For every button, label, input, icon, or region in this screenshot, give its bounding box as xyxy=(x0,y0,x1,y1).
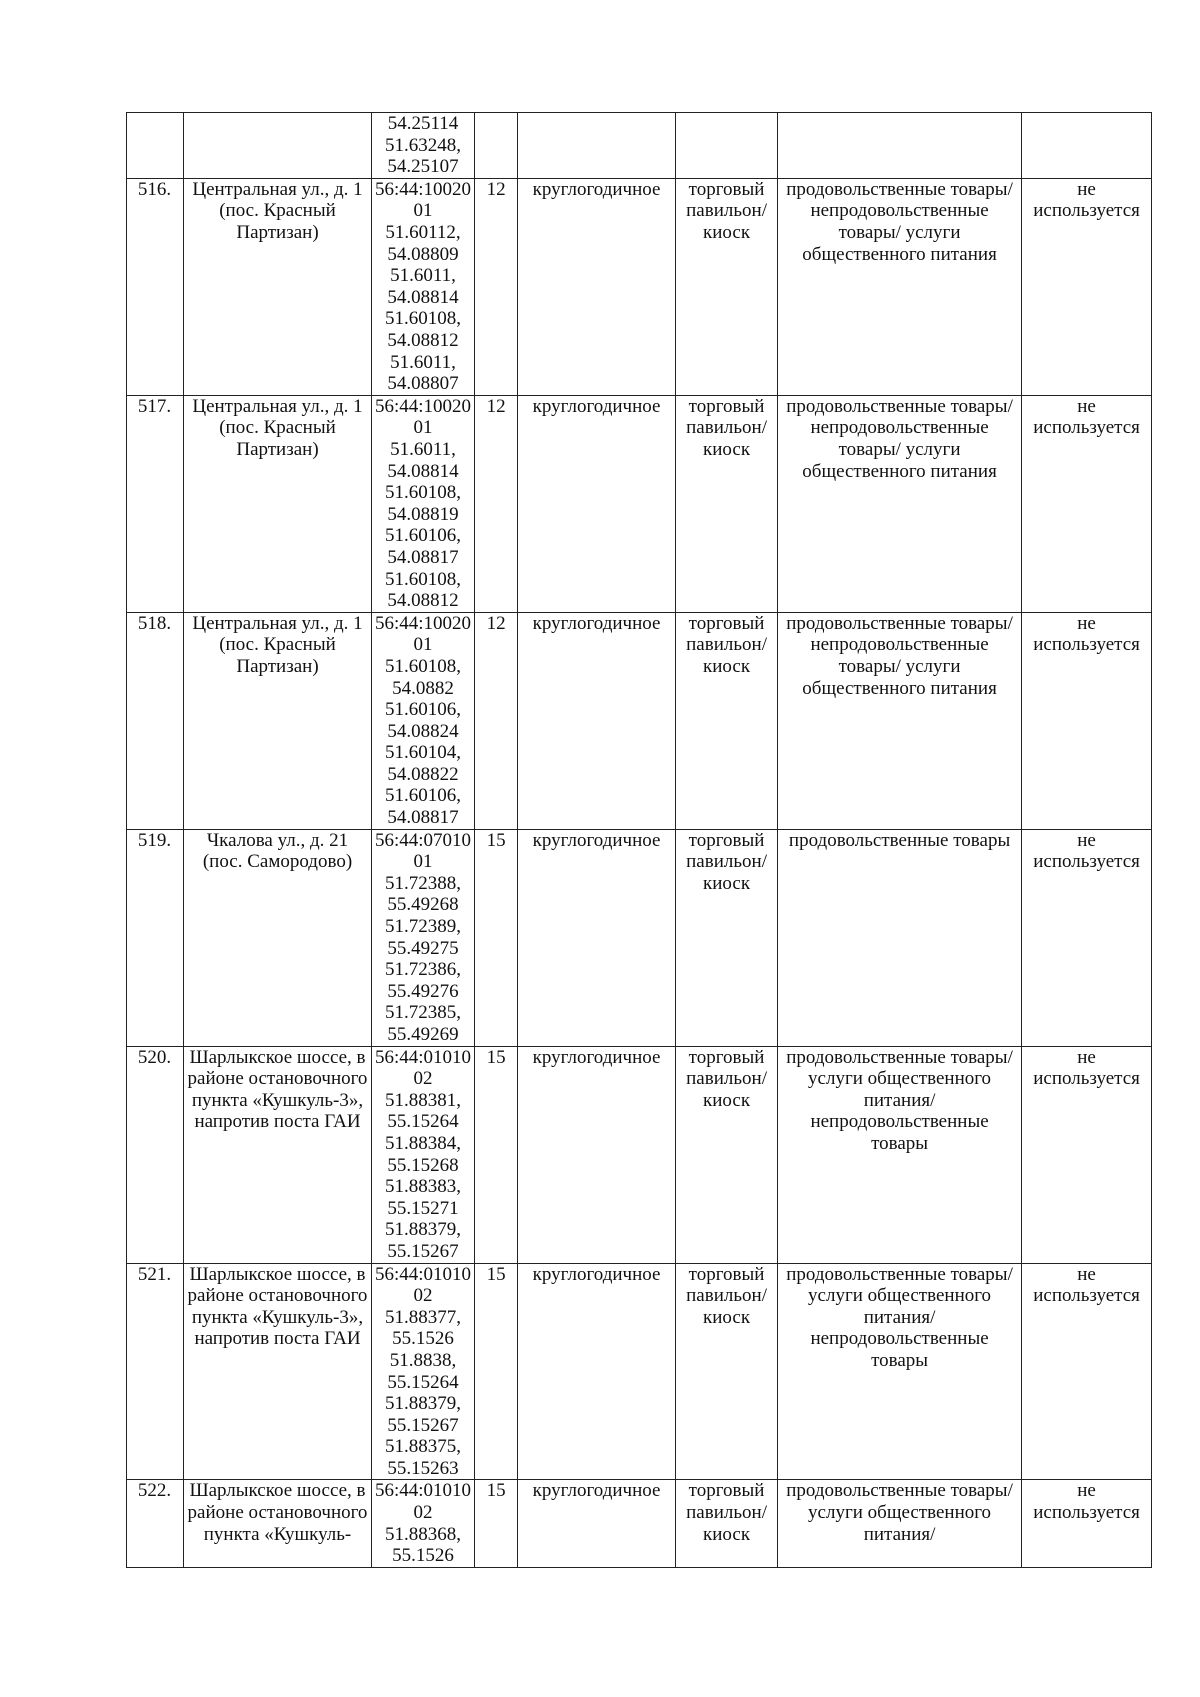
coordinate-line: 55.15264 xyxy=(387,1371,459,1393)
coordinate-line: 55.15267 xyxy=(387,1414,459,1436)
coordinate-line: 51.88379, xyxy=(385,1393,462,1415)
area-cell xyxy=(475,113,518,179)
coordinate-line: 54.08807 xyxy=(387,373,459,395)
address-cell: Центральная ул., д. 1 (пос. Красный Партизан) xyxy=(184,612,372,829)
coordinate-line: 55.1526 xyxy=(392,1545,454,1567)
coordinate-line: 54.0882 xyxy=(392,677,454,699)
specialization-cell: продовольственные товары/ услуги общественного питания/ непродовольственные товары xyxy=(778,1046,1022,1263)
row-number-cell xyxy=(127,113,184,179)
coordinate-line: 56:44:10020 xyxy=(375,178,472,200)
table-row xyxy=(127,1480,1152,1567)
coordinate-line: 51.88381, xyxy=(385,1089,462,1111)
cadastral-coordinates-cell xyxy=(372,395,475,612)
cadastral-coordinates-cell xyxy=(372,829,475,1046)
cadastral-coordinates-cell xyxy=(372,1046,475,1263)
coordinate-line: 51.60108, xyxy=(385,308,462,330)
coordinate-line: 56:44:01010 xyxy=(375,1046,472,1068)
table-row xyxy=(127,612,1152,829)
coordinate-line: 51.72389, xyxy=(385,916,462,938)
coordinate-line: 56:44:01010 xyxy=(375,1480,472,1502)
coordinate-line: 55.15268 xyxy=(387,1154,459,1176)
coordinate-line: 55.49268 xyxy=(387,894,459,916)
row-number-cell: 518. xyxy=(127,612,184,829)
coordinate-line: 55.1526 xyxy=(392,1328,454,1350)
coordinate-line: 51.72385, xyxy=(385,1002,462,1024)
address-cell: Шарлыкское шоссе, в районе остановочного пункта «Кушкуль-3», напротив поста ГАИ xyxy=(184,1046,372,1263)
cadastral-coordinates-cell xyxy=(372,178,475,395)
period-cell: круглогодичное xyxy=(518,1480,676,1567)
coordinate-line: 54.08809 xyxy=(387,243,459,265)
usage-status-cell: не используется xyxy=(1022,1046,1152,1263)
coordinate-line: 55.49269 xyxy=(387,1024,459,1045)
address-cell xyxy=(184,113,372,179)
area-cell: 15 xyxy=(475,1480,518,1567)
coordinate-line: 51.60104, xyxy=(385,742,462,764)
period-cell: круглогодичное xyxy=(518,829,676,1046)
coordinate-line: 55.49275 xyxy=(387,937,459,959)
table-row xyxy=(127,395,1152,612)
coordinate-line: 51.88377, xyxy=(385,1306,462,1328)
period-cell: круглогодичное xyxy=(518,395,676,612)
coordinate-line: 51.72386, xyxy=(385,959,462,981)
row-number-cell: 516. xyxy=(127,178,184,395)
coordinate-line: 56:44:10020 xyxy=(375,612,472,634)
coordinate-line: 54.08814 xyxy=(387,286,459,308)
address-cell: Шарлыкское шоссе, в районе остановочного пункта «Кушкуль- xyxy=(184,1480,372,1567)
coordinate-line: 51.88379, xyxy=(385,1219,462,1241)
document-page xyxy=(126,112,1152,1568)
trade-objects-table xyxy=(126,112,1152,1568)
object-type-cell: торговый павильон/ киоск xyxy=(676,395,778,612)
area-cell: 15 xyxy=(475,1263,518,1480)
cadastral-coordinates-cell xyxy=(372,1480,475,1567)
usage-status-cell xyxy=(1022,113,1152,179)
coordinate-line: 51.6011, xyxy=(390,265,456,287)
coordinate-line: 01 xyxy=(413,417,433,439)
specialization-cell: продовольственные товары/ непродовольственные товары/ услуги общественного питания xyxy=(778,612,1022,829)
table-row xyxy=(127,113,1152,179)
coordinate-line: 51.60106, xyxy=(385,525,462,547)
coordinate-line: 54.08817 xyxy=(387,546,459,568)
period-cell: круглогодичное xyxy=(518,178,676,395)
object-type-cell: торговый павильон/ киоск xyxy=(676,612,778,829)
area-cell: 12 xyxy=(475,612,518,829)
object-type-cell: торговый павильон/ киоск xyxy=(676,1480,778,1567)
coordinate-line: 55.15267 xyxy=(387,1240,459,1262)
object-type-cell: торговый павильон/ киоск xyxy=(676,1046,778,1263)
coordinate-line: 54.08812 xyxy=(387,329,459,351)
specialization-cell: продовольственные товары/ услуги общественного питания/ xyxy=(778,1480,1022,1567)
address-cell: Центральная ул., д. 1 (пос. Красный Партизан) xyxy=(184,395,372,612)
coordinate-line: 54.25114 xyxy=(387,113,459,134)
coordinate-line: 54.08822 xyxy=(387,763,459,785)
object-type-cell: торговый павильон/ киоск xyxy=(676,1263,778,1480)
coordinate-line: 56:44:01010 xyxy=(375,1263,472,1285)
coordinate-line: 51.60106, xyxy=(385,785,462,807)
specialization-cell: продовольственные товары/ непродовольственные товары/ услуги общественного питания xyxy=(778,395,1022,612)
row-number-cell: 520. xyxy=(127,1046,184,1263)
usage-status-cell: не используется xyxy=(1022,1480,1152,1567)
coordinate-line: 01 xyxy=(413,634,433,656)
period-cell xyxy=(518,113,676,179)
coordinate-line: 51.88384, xyxy=(385,1132,462,1154)
usage-status-cell: не используется xyxy=(1022,612,1152,829)
coordinate-line: 56:44:07010 xyxy=(375,829,472,851)
coordinate-line: 54.08814 xyxy=(387,460,459,482)
coordinate-line: 02 xyxy=(413,1502,433,1524)
row-number-cell: 522. xyxy=(127,1480,184,1567)
coordinate-line: 51.60108, xyxy=(385,482,462,504)
area-cell: 12 xyxy=(475,178,518,395)
coordinate-line: 54.08824 xyxy=(387,720,459,742)
coordinate-line: 01 xyxy=(413,200,433,222)
specialization-cell: продовольственные товары/ непродовольственные товары/ услуги общественного питания xyxy=(778,178,1022,395)
object-type-cell: торговый павильон/ киоск xyxy=(676,178,778,395)
coordinate-line: 51.60108, xyxy=(385,655,462,677)
period-cell: круглогодичное xyxy=(518,1263,676,1480)
specialization-cell: продовольственные товары xyxy=(778,829,1022,1046)
coordinate-line: 51.63248, xyxy=(385,134,462,156)
coordinate-line: 51.60108, xyxy=(385,568,462,590)
specialization-cell xyxy=(778,113,1022,179)
coordinate-line: 54.25107 xyxy=(387,156,459,178)
cadastral-coordinates-cell xyxy=(372,612,475,829)
coordinate-line: 51.8838, xyxy=(389,1349,457,1371)
coordinate-line: 54.08817 xyxy=(387,807,459,829)
coordinate-line: 54.08812 xyxy=(387,590,459,612)
table-row xyxy=(127,1263,1152,1480)
coordinate-line: 02 xyxy=(413,1285,433,1307)
coordinate-line: 51.6011, xyxy=(390,351,456,373)
period-cell: круглогодичное xyxy=(518,612,676,829)
row-number-cell: 521. xyxy=(127,1263,184,1480)
coordinate-line: 55.49276 xyxy=(387,980,459,1002)
coordinate-line: 54.08819 xyxy=(387,503,459,525)
row-number-cell: 517. xyxy=(127,395,184,612)
area-cell: 15 xyxy=(475,1046,518,1263)
object-type-cell: торговый павильон/ киоск xyxy=(676,829,778,1046)
coordinate-line: 51.6011, xyxy=(390,438,456,460)
period-cell: круглогодичное xyxy=(518,1046,676,1263)
table-row xyxy=(127,1046,1152,1263)
coordinate-line: 51.60112, xyxy=(385,221,461,243)
coordinate-line: 51.88375, xyxy=(385,1436,462,1458)
specialization-cell: продовольственные товары/ услуги общественного питания/ непродовольственные товары xyxy=(778,1263,1022,1480)
cadastral-coordinates-cell xyxy=(372,1263,475,1480)
area-cell: 15 xyxy=(475,829,518,1046)
usage-status-cell: не используется xyxy=(1022,1263,1152,1480)
usage-status-cell: не используется xyxy=(1022,178,1152,395)
coordinate-line: 56:44:10020 xyxy=(375,395,472,417)
coordinate-line: 02 xyxy=(413,1068,433,1090)
coordinate-line: 55.15271 xyxy=(387,1197,459,1219)
usage-status-cell: не используется xyxy=(1022,829,1152,1046)
coordinate-line: 55.15264 xyxy=(387,1111,459,1133)
coordinate-line: 01 xyxy=(413,851,433,873)
table-row xyxy=(127,829,1152,1046)
address-cell: Центральная ул., д. 1 (пос. Красный Партизан) xyxy=(184,178,372,395)
row-number-cell: 519. xyxy=(127,829,184,1046)
coordinate-line: 55.15263 xyxy=(387,1457,459,1479)
address-cell: Чкалова ул., д. 21 (пос. Самородово) xyxy=(184,829,372,1046)
table-row xyxy=(127,178,1152,395)
area-cell: 12 xyxy=(475,395,518,612)
object-type-cell xyxy=(676,113,778,179)
cadastral-coordinates-cell xyxy=(372,113,475,179)
usage-status-cell: не используется xyxy=(1022,395,1152,612)
coordinate-line: 51.88383, xyxy=(385,1176,462,1198)
coordinate-line: 51.88368, xyxy=(385,1523,462,1545)
coordinate-line: 51.72388, xyxy=(385,872,462,894)
address-cell: Шарлыкское шоссе, в районе остановочного пункта «Кушкуль-3», напротив поста ГАИ xyxy=(184,1263,372,1480)
coordinate-line: 51.60106, xyxy=(385,699,462,721)
